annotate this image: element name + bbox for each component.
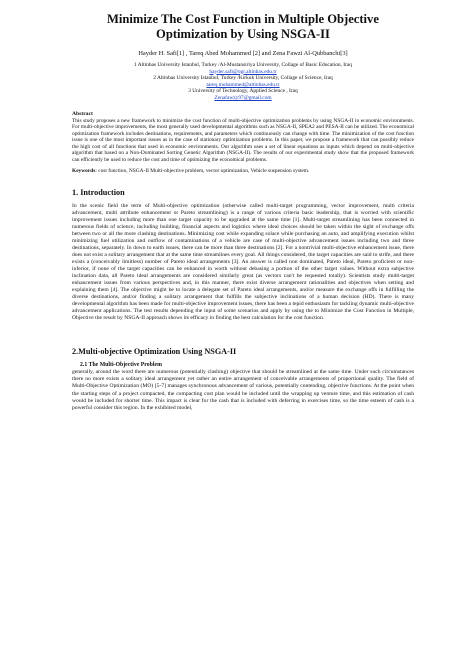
affiliation-2 — [72, 75, 414, 88]
paper-title: Minimize The Cost Function in Multiple Objective Optimization by Using NSGA-II — [107, 12, 379, 41]
keywords-text: : cost function, NSGA-II Multi-objective problem, vector optimization, Vehicle suspension system. — [95, 168, 310, 175]
affiliation-3 — [72, 88, 414, 101]
affiliation-list — [72, 62, 414, 102]
subsection-2-1-body: generally, around the word there are numerous (potentially clashing) objective that should be streamlined at the same time. Under such circumstances there no more exists a solitary ideal arrangement yet rather an entire arrangement of conceivable arrangements of proportional quality. The field of Multi-Objective Optimization (MO) [5-7] manages synchronous advancement of various, potentially contending, objective functions. At the point when the starting steps of a project compacted, the compacting cost plan would be included until the wrapping up venture time, and this estimation of cash would be included for shorter time. This impact is clear for the cash that is included with deferring in exercises time, so the time esteem of cash is a powerful consider this region. In the exhibited model, — [72, 369, 414, 411]
author-list: Hayder H. Safi[1] , Tareq Abed Mohammed [2] and Zena Fawzi Al-Qubbanchi[3] — [138, 50, 348, 57]
abstract-text: This study proposes a new framework to minimize the cost function of multi-objective optimization problems by using NSGA-II in economic environments. For multi-objective improvements, the most generally used developmental algorithms such as NSGA-II, SPEA2 and PESA-II can be utilized. The economical optimization framework includes destinations, requirements, and parameters which continuously can change with time. The minimization of the cost function issue is one of the most important issues as in the case of stationary optimization problems. In this paper, we propose a framework that can possibly reduce the high cost of all functions that used in economic environments. Our algorithm uses a set of linear equations as inputs which depend on multi-objective algorithm that based on a Non-Dominated Sorting Genetic Algorithm (NSGA-II). The results of our experimental study show that the proposed framework can efficiently be used to reduce the cost and time of optimizing the economical problems. — [72, 117, 414, 163]
section-2-heading: 2.Multi-objective Optimization Using NSGA-II — [72, 347, 237, 357]
affiliation-email-link[interactable]: hayder.safi@ogr.altinbas.edu.tr — [209, 68, 277, 75]
keywords-line — [72, 168, 414, 175]
affiliation-email-link[interactable]: Zenafawzy97@gmail.com — [214, 94, 272, 101]
affiliation-email-link[interactable]: tareq.mohammed@altinbas.edu.tr — [206, 81, 280, 88]
affiliation-1 — [72, 62, 414, 75]
affiliation-text: 2 Altinbas University Istanbul, Turkey /Kirkuk University, Collage of Science, Iraq — [153, 75, 333, 82]
section-1-body: In the scenic field the term of Multi-objective optimization (otherwise called multi-target programming, vector improvement, multi criteria advancement, multi attribute enhancement or Pareto streamlining) is a range of various criteria basic leadership, that is worried with scientific improvement issues including more than one target capacity to be upgraded at the same time [1]. Multi-target streamlining has been connected in numerous fields of science, including building, financial aspects and logistics where ideal choices should be taken within the sight of exchange offs between two or all the more clashing destinations. Minimizing cost while expanding solace while purchasing an auto, and amplifying execution whilst minimizing fuel utilization and outflow of contaminations of a vehicle are case of multi-objective advancement issues including two and three destinations, separately. In down to earth issues, there can be more than three destinations [2]. For a nontrivial multi-objective enhancement issue, there does not exist a solitary arrangement that at the same time streamlines every goal. All things considered, the target capacities are said to strife, and there exists a (conceivably limitless) number of Pareto ideal arrangements [3]. An answer is called non dominated, Pareto ideal, Pareto proficient or non-inferior, if none of the target capacities can be enhanced in worth without debasing a portion of the other target values. Without extra subjective inclination data, all Pareto ideal arrangements are considered similarly great (as vectors can't be requested totally). Scientists study multi-target enhancement issues from various perspectives and, in this manner, there exist diverse arrangement rationalities and objectives when setting and explaining them [4]. The objective might be to locate a delegate set of Pareto ideal arrangements, and/or measure the exchange offs in fulfilling the diverse destinations, and/or finding a solitary arrangement that fulfills the subjective inclinations of a human decision (HD). There is many developmental algorithm has been made for multi-objective improvement issues, there has been a tepid enthusiasm for tackling dynamic multi-objective advancement applications. The test results depending the input of some scenarios and apply by using the to Minimize the Cost Function in Multiple, Objective the result by NSGA-II approach shows its efficacy in finding the best calculation for the cost function. — [72, 202, 414, 322]
subsection-2-1-heading: 2.1 The Multi-Objective Problem — [80, 362, 162, 369]
keywords-label: Keywords — [72, 168, 96, 175]
abstract-heading: Abstract — [72, 110, 93, 117]
affiliation-text: 3 University of Technology, Applied Science , Iraq — [188, 88, 298, 95]
section-spacer — [72, 322, 414, 334]
affiliation-text: 1 Altinbas University Istanbul, Turkey /Al-Mustansiriya University, Collage of Basic Education, Iraq — [134, 62, 352, 68]
section-1-heading: 1. Introduction — [72, 187, 125, 197]
